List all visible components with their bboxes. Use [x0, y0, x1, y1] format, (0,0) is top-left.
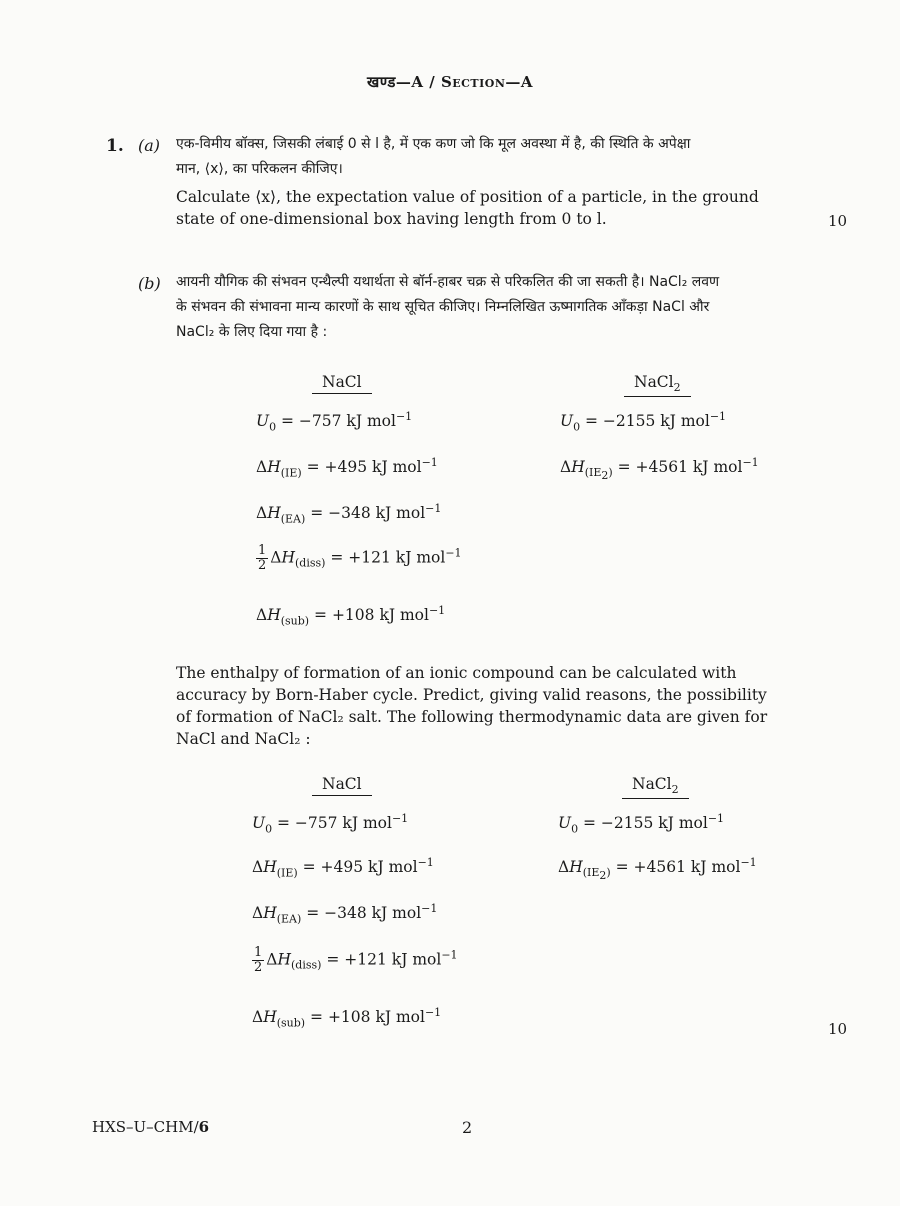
part-b-hindi-line2: के संभवन की संभावना मान्य कारणों के साथ सूचित कीजिए। निम्नलिखित ऊष्मागतिक आँकड़ा NaCl और [176, 299, 710, 315]
part-b-english-line1: The enthalpy of formation of an ionic compound can be calculated with [176, 664, 737, 682]
part-b-english [176, 662, 836, 750]
part-a-english-line2: state of one-dimensional box having length from 0 to l. [176, 210, 607, 228]
part-a-hindi-line1: एक-विमीय बॉक्स, जिसकी लंबाई 0 से l है, में एक कण जो कि मूल अवस्था में है, की स्थिति के अपेक्षा [176, 136, 691, 152]
paper-code: HXS–U–CHM/6 [92, 1118, 210, 1136]
table1-nacl-sub: $\Delta H_{(sub)} = +108$ kJ mol$^{-1}$ [256, 604, 446, 628]
part-a-english-line1: Calculate ⟨x⟩, the expectation value of position of a particle, in the ground [176, 188, 759, 206]
part-b-hindi [176, 270, 836, 345]
part-a-label: (a) [138, 136, 161, 155]
part-a-hindi [176, 132, 836, 182]
question-number: 1. [106, 136, 124, 156]
part-b-hindi-line3: NaCl₂ के लिए दिया गया है : [176, 324, 328, 340]
table2-nacl-ea: $\Delta H_{(EA)} = -348$ kJ mol$^{-1}$ [252, 902, 438, 926]
section-heading-hindi: खण्ड—A [366, 73, 424, 91]
table2-nacl2-heading: NaCl$_2$ [622, 774, 689, 799]
part-b-english-line2: accuracy by Born-Haber cycle. Predict, giving valid reasons, the possibility [176, 686, 767, 704]
section-heading-english: Section—A [440, 73, 534, 91]
part-a-english [176, 186, 836, 230]
table1-nacl-ie: $\Delta H_{(IE)} = +495$ kJ mol$^{-1}$ [256, 456, 438, 480]
part-b-english-line4: NaCl and NaCl₂ : [176, 730, 311, 748]
table1-nacl2-ie2: $\Delta H_{(IE_2)} = +4561$ kJ mol$^{-1}$ [560, 456, 759, 483]
section-heading-separator: / [423, 73, 441, 91]
part-a-hindi-line2: मान, ⟨x⟩, का परिकलन कीजिए। [176, 161, 343, 177]
table2-nacl-heading: NaCl [312, 774, 372, 796]
page-number: 2 [462, 1118, 473, 1137]
part-b-label: (b) [138, 274, 161, 293]
table2-nacl2-ie2: $\Delta H_{(IE_2)} = +4561$ kJ mol$^{-1}$ [558, 856, 757, 883]
table1-nacl-heading: NaCl [312, 372, 372, 394]
section-heading [0, 72, 900, 92]
table1-nacl-ea: $\Delta H_{(EA)} = -348$ kJ mol$^{-1}$ [256, 502, 442, 526]
table1-nacl2-u0: $U_0 = -2155$ kJ mol$^{-1}$ [560, 410, 727, 434]
table1-nacl-u0: $U_0 = -757$ kJ mol$^{-1}$ [256, 410, 413, 434]
table1-nacl-diss: $\frac{1}{2}$ $\Delta H_{(diss)} = +121$ kJ mol$^{-1}$ [258, 543, 462, 573]
part-b-english-line3: of formation of NaCl₂ salt. The following thermodynamic data are given for [176, 708, 768, 726]
part-b-marks: 10 [828, 1020, 848, 1038]
table2-nacl-sub: $\Delta H_{(sub)} = +108$ kJ mol$^{-1}$ [252, 1006, 442, 1030]
part-a-marks: 10 [828, 212, 848, 230]
table2-nacl-u0: $U_0 = -757$ kJ mol$^{-1}$ [252, 812, 409, 836]
table2-nacl-ie: $\Delta H_{(IE)} = +495$ kJ mol$^{-1}$ [252, 856, 434, 880]
table2-nacl2-u0: $U_0 = -2155$ kJ mol$^{-1}$ [558, 812, 725, 836]
table2-nacl-diss: $\frac{1}{2}$ $\Delta H_{(diss)} = +121$ kJ mol$^{-1}$ [254, 945, 458, 975]
part-b-hindi-line1: आयनी यौगिक की संभवन एन्थैल्पी यथार्थता से बॉर्न-हाबर चक्र से परिकलित की जा सकती है। NaCl₂ लवण [176, 274, 720, 290]
table1-nacl2-heading: NaCl$_2$ [624, 372, 691, 397]
